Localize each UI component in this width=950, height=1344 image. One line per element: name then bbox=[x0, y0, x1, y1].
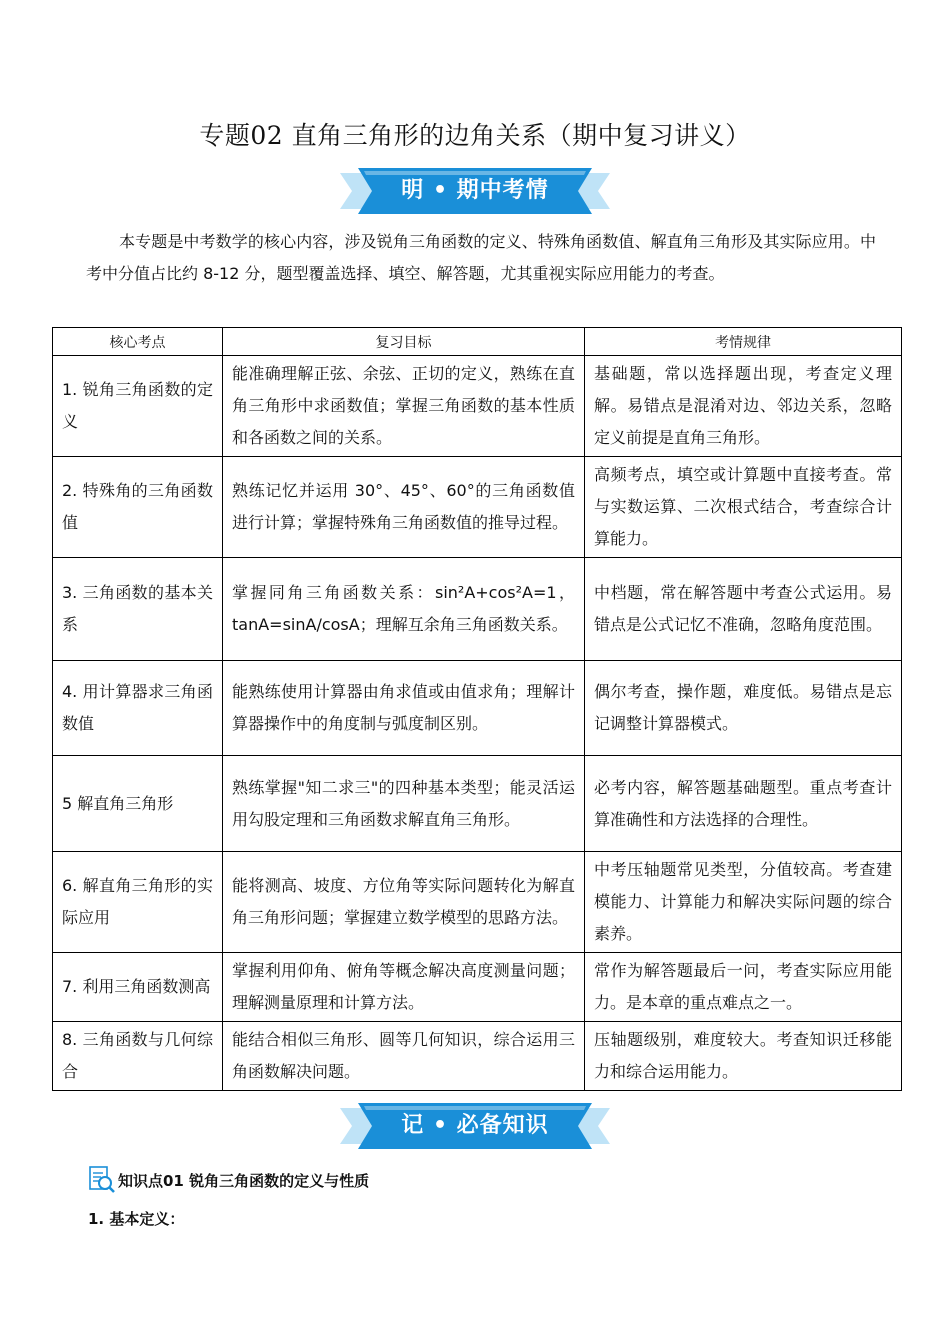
table-row bbox=[53, 661, 902, 756]
rule-cell: 高频考点，填空或计算题中直接考查。常与实数运算、二次根式结合，考查综合计算能力。 bbox=[585, 457, 902, 558]
table-header-row bbox=[53, 328, 902, 356]
goal-cell: 能结合相似三角形、圆等几何知识，综合运用三角函数解决问题。 bbox=[223, 1022, 585, 1091]
goal-cell: 能熟练使用计算器由角求值或由值求角；理解计算器操作中的角度制与弧度制区别。 bbox=[223, 661, 585, 756]
topic-cell: 4. 用计算器求三角函数值 bbox=[53, 661, 223, 756]
knowledge-point-title: 知识点01 锐角三角函数的定义与性质 bbox=[118, 1171, 370, 1190]
goal-cell: 熟练掌握"知二求三"的四种基本类型；能灵活运用勾股定理和三角函数求解直角三角形。 bbox=[223, 756, 585, 852]
knowledge-point-heading bbox=[88, 1164, 369, 1196]
table-row bbox=[53, 852, 902, 953]
rule-cell: 基础题，常以选择题出现，考查定义理解。易错点是混淆对边、邻边关系，忽略定义前提是直角三角形。 bbox=[585, 356, 902, 457]
section-banner-essential-knowledge bbox=[340, 1102, 610, 1150]
section-banner-exam-overview bbox=[340, 167, 610, 215]
banner-label: 记 • 必备知识 bbox=[401, 1113, 549, 1138]
topic-cell: 2. 特殊角的三角函数值 bbox=[53, 457, 223, 558]
goal-cell: 掌握同角三角函数关系：sin²A+cos²A=1，tanA=sinA/cosA；理解互余角三角函数关系。 bbox=[223, 558, 585, 661]
header-review-goal: 复习目标 bbox=[223, 328, 585, 356]
rule-cell: 必考内容，解答题基础题型。重点考查计算准确性和方法选择的合理性。 bbox=[585, 756, 902, 852]
rule-cell: 中考压轴题常见类型，分值较高。考查建模能力、计算能力和解决实际问题的综合素养。 bbox=[585, 852, 902, 953]
topic-cell: 3. 三角函数的基本关系 bbox=[53, 558, 223, 661]
table-row bbox=[53, 356, 902, 457]
table-row bbox=[53, 457, 902, 558]
exam-topics-table bbox=[52, 327, 902, 1091]
intro-paragraph bbox=[86, 226, 876, 290]
rule-cell: 中档题，常在解答题中考查公式运用。易错点是公式记忆不准确，忽略角度范围。 bbox=[585, 558, 902, 661]
rule-cell: 常作为解答题最后一问，考查实际应用能力。是本章的重点难点之一。 bbox=[585, 953, 902, 1022]
table-row bbox=[53, 558, 902, 661]
intro-text: 本专题是中考数学的核心内容，涉及锐角三角函数的定义、特殊角函数值、解直角三角形及其实际应用。中考中分值占比约 8-12 分，题型覆盖选择、填空、解答题，尤其重视实际应用能力的考查。 bbox=[86, 232, 876, 283]
topic-cell: 5 解直角三角形 bbox=[53, 756, 223, 852]
goal-cell: 熟练记忆并运用 30°、45°、60°的三角函数值进行计算；掌握特殊角三角函数值的推导过程。 bbox=[223, 457, 585, 558]
goal-cell: 掌握利用仰角、俯角等概念解决高度测量问题；理解测量原理和计算方法。 bbox=[223, 953, 585, 1022]
magnifier-document-icon bbox=[88, 1165, 116, 1195]
topic-cell: 7. 利用三角函数测高 bbox=[53, 953, 223, 1022]
rule-cell: 压轴题级别，难度较大。考查知识迁移能力和综合运用能力。 bbox=[585, 1022, 902, 1091]
banner-label: 明 • 期中考情 bbox=[401, 178, 549, 203]
table-row bbox=[53, 1022, 902, 1091]
table-row bbox=[53, 953, 902, 1022]
header-core-topic: 核心考点 bbox=[53, 328, 223, 356]
topic-cell: 8. 三角函数与几何综合 bbox=[53, 1022, 223, 1091]
goal-cell: 能准确理解正弦、余弦、正切的定义，熟练在直角三角形中求函数值；掌握三角函数的基本性质和各函数之间的关系。 bbox=[223, 356, 585, 457]
page-title: 专题02 直角三角形的边角关系（期中复习讲义） bbox=[199, 121, 751, 150]
topic-cell: 1. 锐角三角函数的定义 bbox=[53, 356, 223, 457]
header-exam-pattern: 考情规律 bbox=[585, 328, 902, 356]
goal-cell: 能将测高、坡度、方位角等实际问题转化为解直角三角形问题；掌握建立数学模型的思路方法。 bbox=[223, 852, 585, 953]
rule-cell: 偶尔考查，操作题，难度低。易错点是忘记调整计算器模式。 bbox=[585, 661, 902, 756]
table-row bbox=[53, 756, 902, 852]
topic-cell: 6. 解直角三角形的实际应用 bbox=[53, 852, 223, 953]
subheading-basic-definition: 1. 基本定义： bbox=[88, 1210, 185, 1228]
